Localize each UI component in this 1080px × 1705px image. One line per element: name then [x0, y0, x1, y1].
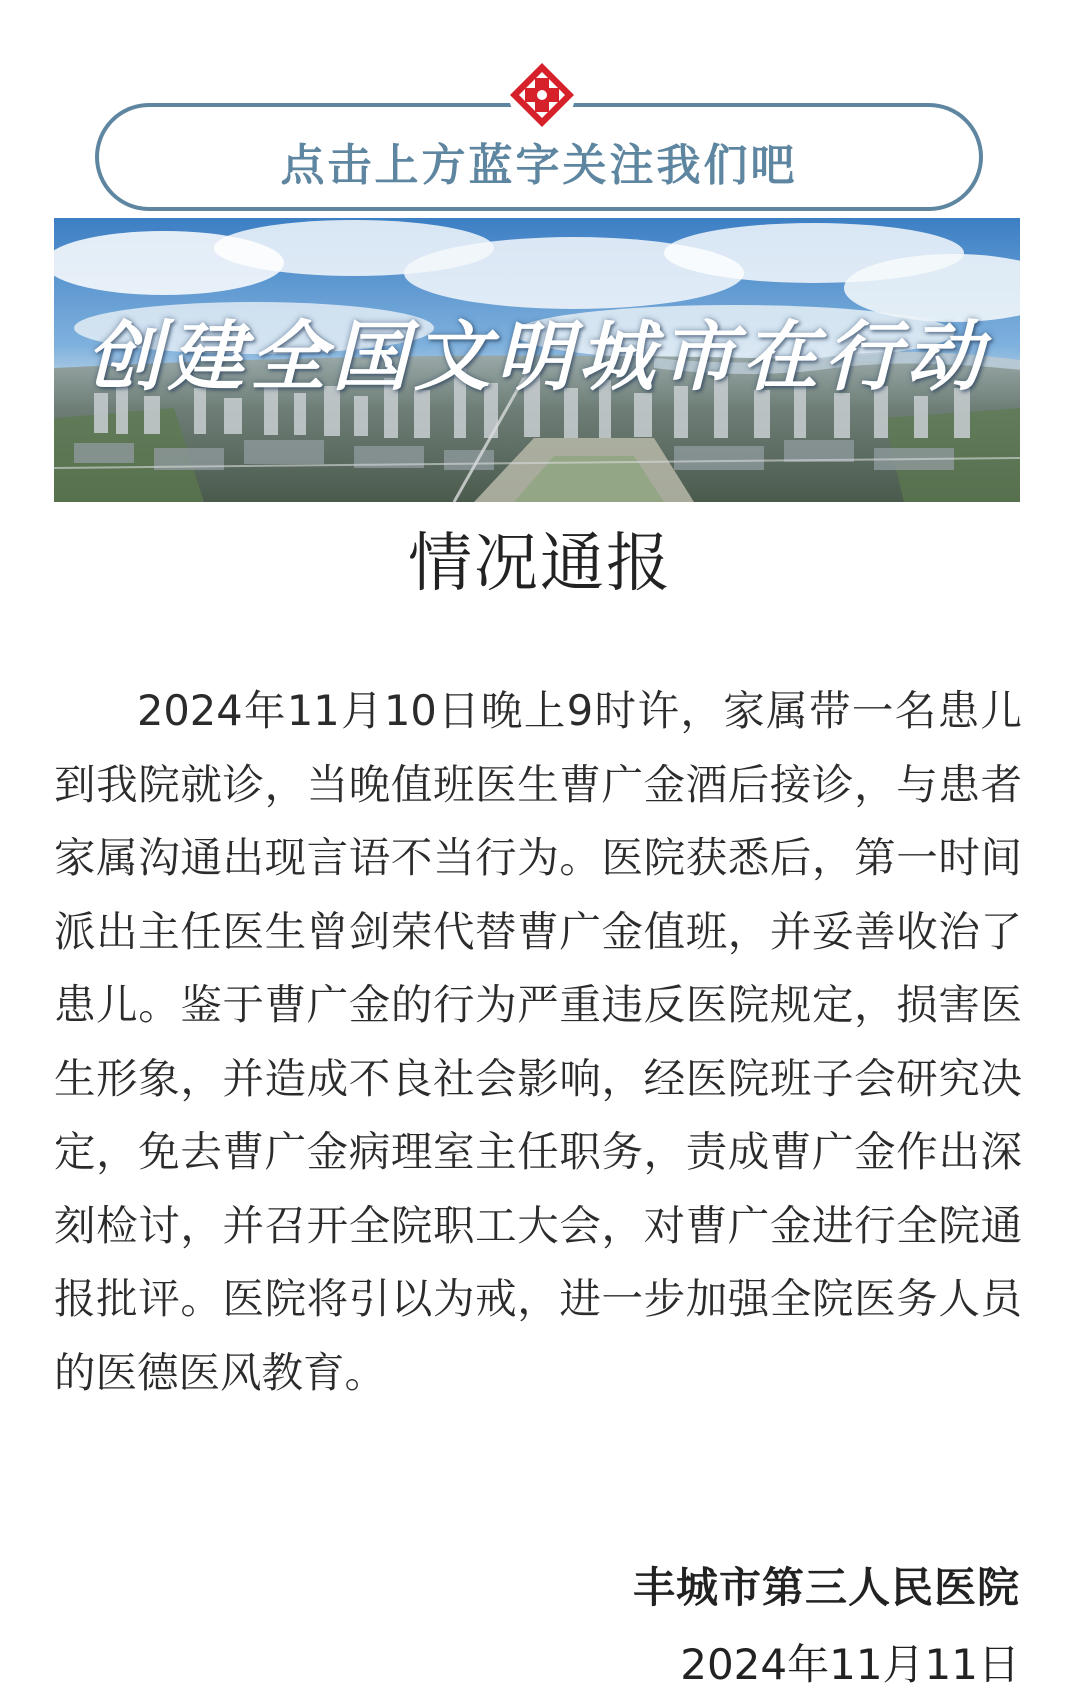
- banner-slogan: 创建全国文明城市在行动: [86, 312, 988, 401]
- issuer-signature: 丰城市第三人民医院: [632, 1563, 1020, 1612]
- issue-date: 2024年11月11日: [680, 1640, 1020, 1689]
- follow-prompt-text: 点击上方蓝字关注我们吧: [280, 140, 798, 191]
- city-photo-banner: [54, 218, 1020, 502]
- notice-body: 2024年11月10日晚上9时许，家属带一名患儿到我院就诊，当晚值班医生曹广金酒后接诊，与患者家属沟通出现言语不当行为。医院获悉后，第一时间派出主任医生曾剑荣代替曹广金值班，并妥善收治了患儿。鉴于曹广金的行为严重违反医院规定，损害医生形象，并造成不良社会影响，经医院班子会研究决定，免去曹广金病理室主任职务，责成曹广金作出深刻检讨，并召开全院职工大会，对曹广金进行全院通报批评。医院将引以为戒，进一步加强全院医务人员的医德医风教育。: [54, 686, 1022, 1397]
- red-cross-hospital-icon: [507, 60, 577, 130]
- notice-title: 情况通报: [408, 527, 672, 601]
